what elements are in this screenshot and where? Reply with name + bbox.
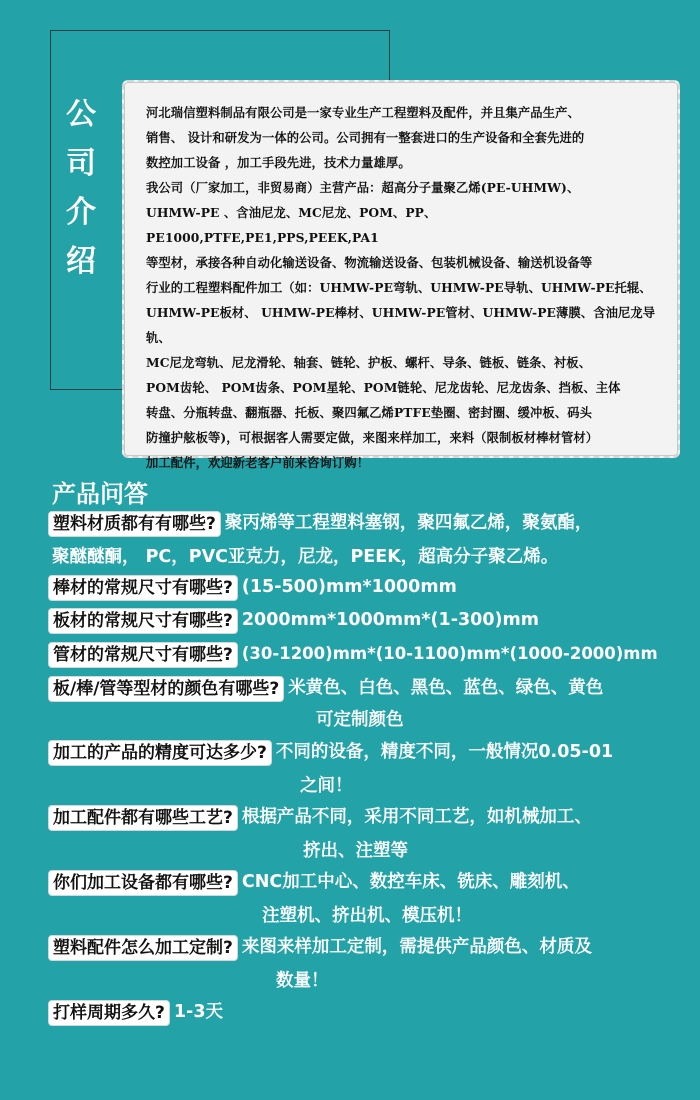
company-intro-box (122, 80, 680, 470)
faq-answer-cont: 之间！ (300, 776, 353, 796)
intro-line: 我公司（厂家加工，非贸易商）主营产品：超高分子量聚乙烯(PE-UHMW)、 (146, 180, 580, 195)
faq-question: 板/棒/管等型材的颜色有哪些? (48, 676, 284, 702)
faq-answer: 来图来样加工定制，需提供产品颜色、材质及 (241, 937, 592, 957)
faq-answer: CNC加工中心、数控车床、铣床、雕刻机、 (241, 872, 580, 892)
faq-question: 你们加工设备都有哪些? (48, 870, 238, 896)
faq-question: 塑料材质都有有哪些? (48, 511, 221, 537)
faq-question: 加工配件都有哪些工艺? (48, 805, 238, 831)
faq-item (48, 642, 688, 668)
faq-question: 塑料配件怎么加工定制? (48, 935, 238, 961)
faq-answer: 聚丙烯等工程塑料塞钢，聚四氟乙烯，聚氨酯， (224, 513, 593, 533)
intro-line: MC尼龙弯轨、尼龙滑轮、轴套、链轮、护板、螺杆、导条、链板、链条、衬板、 (146, 355, 592, 370)
faq-title: 产品问答 (52, 480, 148, 508)
intro-line: 等型材，承接各种自动化输送设备、物流输送设备、包装机械设备、输送机设备等 (146, 255, 593, 270)
intro-line: 行业的工程塑料配件加工（如：UHMW-PE弯轨、UHMW-PE导轨、UHMW-PE托辊、 (146, 280, 652, 295)
faq-answer-cont: 可定制颜色 (316, 710, 404, 730)
faq-item (48, 511, 688, 569)
faq-question: 棒材的常规尺寸有哪些? (48, 575, 238, 601)
faq-item (48, 870, 688, 928)
title-char: 公 (66, 97, 96, 132)
faq-answer: 根据产品不同，采用不同工艺，如机械加工、 (241, 807, 592, 827)
intro-line: 销售、 设计和研发为一体的公司。公司拥有一整套进口的生产设备和全套先进的 (146, 130, 585, 145)
faq-answer: (30-1200)mm*(10-1100)mm*(1000-2000)mm (241, 644, 658, 663)
faq-answer: 2000mm*1000mm*(1-300)mm (241, 610, 539, 630)
intro-line: 防撞护舷板等)，可根据客人需要定做，来图来样加工，来料（限制板材棒材管材） (146, 430, 599, 445)
faq-answer-cont: 聚醚醚酮， PC，PVC亚克力，尼龙，PEEK，超高分子聚乙烯。 (52, 547, 559, 567)
faq-answer-cont: 注塑机、挤出机、模压机！ (262, 906, 472, 926)
faq-question: 板材的常规尺寸有哪些? (48, 608, 238, 634)
faq-item (48, 1000, 688, 1026)
faq-item (48, 608, 688, 634)
faq-question: 加工的产品的精度可达多少? (48, 740, 272, 766)
intro-line: 加工配件，欢迎新老客户前来咨询订购！ (146, 455, 370, 470)
company-intro-title (52, 97, 110, 296)
faq-item (48, 805, 688, 863)
intro-line: UHMW-PE 、含油尼龙、MC尼龙、POM、PP、PE1000,PTFE,PE1,PPS,PEEK,PA1 (146, 205, 437, 245)
faq-item (48, 575, 688, 601)
intro-line: 河北瑞信塑料制品有限公司是一家专业生产工程塑料及配件，并且集产品生产、 (146, 105, 580, 120)
faq-answer: 米黄色、白色、黑色、蓝色、绿色、黄色 (288, 678, 604, 698)
faq-question: 打样周期多久? (48, 1000, 170, 1026)
title-char: 绍 (66, 244, 96, 279)
intro-line: POM齿轮、 POM齿条、POM星轮、POM链轮、尼龙齿轮、尼龙齿条、挡板、主体 (146, 380, 621, 395)
title-char: 司 (66, 146, 96, 181)
faq-question: 管材的常规尺寸有哪些? (48, 642, 238, 668)
faq-item (48, 740, 688, 798)
faq-answer: (15-500)mm*1000mm (241, 577, 457, 597)
faq-item (48, 676, 688, 732)
intro-line: 转盘、分瓶转盘、翻瓶器、托板、聚四氟乙烯PTFE垫圈、密封圈、缓冲板、码头 (146, 405, 592, 420)
intro-line: UHMW-PE板材、 UHMW-PE棒材、UHMW-PE管材、UHMW-PE薄膜、含油尼龙导轨、 (146, 305, 656, 345)
faq-answer: 1-3天 (173, 1002, 223, 1022)
intro-line: 数控加工设备 ，加工手段先进，技术力量雄厚。 (146, 155, 411, 170)
faq-answer: 不同的设备，精度不同，一般情况0.05-01 (275, 742, 614, 762)
faq-answer-cont: 数量！ (276, 971, 329, 991)
faq-item (48, 935, 688, 993)
faq-answer-cont: 挤出、注塑等 (303, 841, 408, 861)
title-char: 介 (66, 195, 96, 230)
